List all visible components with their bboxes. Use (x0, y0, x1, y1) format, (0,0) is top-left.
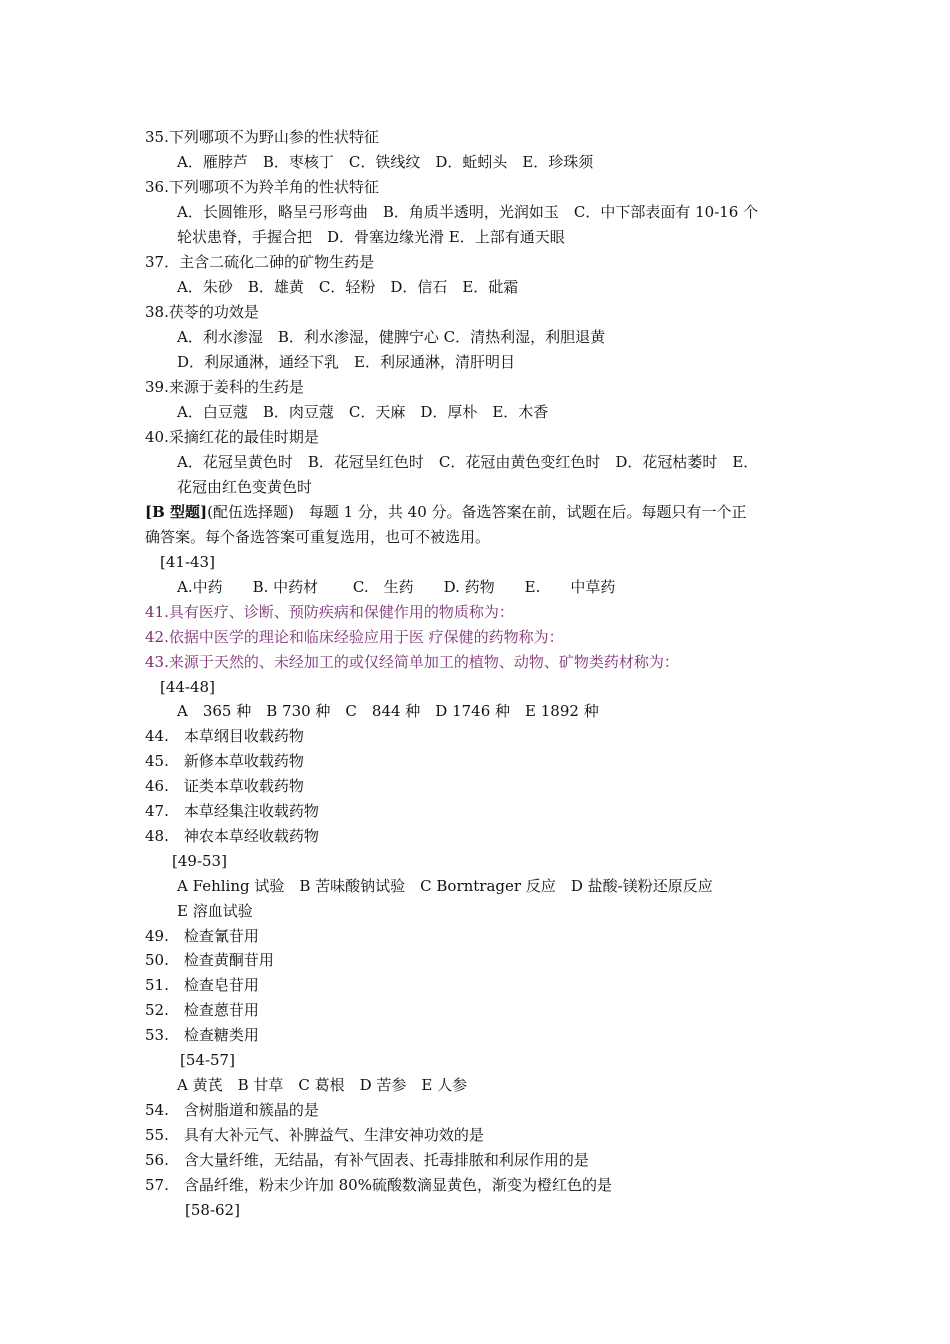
question-37-options: A．朱砂 B．雄黄 C．轻粉 D．信石 E．砒霜 (177, 278, 519, 296)
question-47: 47. 本草经集注收载药物 (145, 802, 319, 820)
question-42: 42.依据中医学的理论和临床经验应用于医 疗保健的药物称为： (145, 628, 564, 646)
group-49-range: [49-53] (172, 852, 227, 870)
question-40-stem: 40.采摘红花的最佳时期是 (145, 428, 319, 446)
question-52: 52. 检查蒽苷用 (145, 1001, 259, 1019)
group-41-range: [41-43] (160, 553, 215, 571)
question-38-options-1: A．利水渗湿 B．利水渗湿，健脾宁心 C．清热利湿，利胆退黄 (177, 328, 606, 346)
section-b-intro (145, 502, 747, 522)
question-51: 51. 检查皂苷用 (145, 976, 259, 994)
question-36-options-1: A．长圆锥形，略呈弓形弯曲 B．角质半透明，光润如玉 C．中下部表面有 10-16 个 (177, 203, 759, 221)
group-44-range: [44-48] (160, 678, 215, 696)
question-53: 53. 检查糖类用 (145, 1026, 259, 1044)
question-38-stem: 38.茯苓的功效是 (145, 303, 259, 321)
question-43: 43.来源于天然的、未经加工的或仅经简单加工的植物、动物、矿物类药材称为： (145, 653, 679, 671)
question-36-stem: 36.下列哪项不为羚羊角的性状特征 (145, 178, 379, 196)
question-44: 44. 本草纲目收载药物 (145, 727, 304, 745)
section-b-intro-text: (配伍选择题) 每题 1 分，共 40 分。备选答案在前，试题在后。每题只有一个正 (207, 503, 747, 521)
question-36-options-2: 轮状患脊，手握合把 D．骨塞边缘光滑 E．上部有通天眼 (177, 228, 565, 246)
question-46: 46. 证类本草收载药物 (145, 777, 304, 795)
question-54: 54. 含树脂道和簇晶的是 (145, 1101, 319, 1119)
question-56: 56. 含大量纤维，无结晶，有补气固表、托毒排脓和利尿作用的是 (145, 1151, 589, 1169)
question-35-options: A．雁脖芦 B．枣核丁 C．铁线纹 D．蚯蚓头 E．珍珠须 (177, 153, 594, 171)
question-49: 49. 检查氰苷用 (145, 927, 259, 945)
question-39-stem: 39.来源于姜科的生药是 (145, 378, 304, 396)
question-55: 55. 具有大补元气、补脾益气、生津安神功效的是 (145, 1126, 484, 1144)
question-41: 41.具有医疗、诊断、预防疾病和保健作用的物质称为： (145, 603, 514, 621)
question-35-stem: 35.下列哪项不为野山参的性状特征 (145, 128, 379, 146)
group-54-range: [54-57] (180, 1051, 235, 1069)
question-48: 48. 神农本草经收载药物 (145, 827, 319, 845)
question-50: 50. 检查黄酮苷用 (145, 951, 274, 969)
section-b-intro-2: 确答案。每个备选答案可重复选用，也可不被选用。 (145, 528, 491, 546)
group-58-range: [58-62] (185, 1201, 240, 1219)
question-39-options: A．白豆蔻 B．肉豆蔻 C．天麻 D．厚朴 E．木香 (177, 403, 549, 421)
section-b-title: [B 型题] (145, 503, 208, 521)
group-54-options: A 黄芪 B 甘草 C 葛根 D 苦参 E 人参 (177, 1076, 468, 1094)
group-41-options: A.中药 B. 中药材 C. 生药 D. 药物 E. 中草药 (177, 578, 616, 596)
question-37-stem: 37．主含二硫化二砷的矿物生药是 (145, 253, 375, 271)
question-57: 57. 含晶纤维，粉末少许加 80%硫酸数滴显黄色，渐变为橙红色的是 (145, 1176, 612, 1194)
question-40-options-1: A．花冠呈黄色时 B．花冠呈红色时 C．花冠由黄色变红色时 D．花冠枯萎时 E． (177, 453, 759, 471)
group-49-options-1: A Fehling 试验 B 苦味酸钠试验 C Borntrager 反应 D 盐酸-镁粉还原反应 (177, 877, 713, 895)
question-38-options-2: D．利尿通淋，通经下乳 E．利尿通淋，清肝明目 (177, 353, 515, 371)
question-40-options-2: 花冠由红色变黄色时 (177, 478, 313, 496)
question-45: 45. 新修本草收载药物 (145, 752, 304, 770)
group-44-options: A 365 种 B 730 种 C 844 种 D 1746 种 E 1892 种 (177, 702, 599, 720)
group-49-options-2: E 溶血试验 (177, 902, 253, 920)
